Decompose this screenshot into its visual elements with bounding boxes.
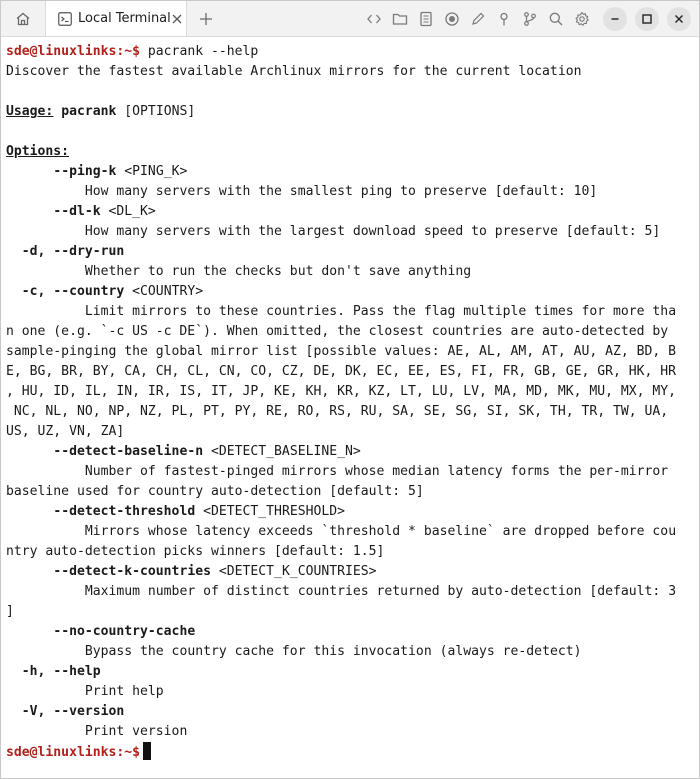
option-dry-run — [6, 242, 699, 262]
option-flag: --dl-k — [53, 204, 101, 219]
pencil-icon[interactable] — [465, 6, 491, 32]
wrapped-line: E, BG, BR, BY, CA, CH, CL, CN, CO, CZ, DE, DK, EC, EE, ES, FI, FR, GB, GE, GR, HK, HR — [6, 364, 677, 379]
option-flag: --ping-k — [53, 164, 117, 179]
tab-label: Local Terminal — [78, 11, 171, 26]
document-icon[interactable] — [413, 6, 439, 32]
prompt: sde@linuxlinks:~$ — [6, 44, 141, 59]
option-description — [6, 262, 699, 282]
gear-icon[interactable] — [569, 6, 595, 32]
command-line — [6, 42, 699, 62]
record-icon[interactable] — [439, 6, 465, 32]
option-flag: -d, --dry-run — [21, 244, 125, 259]
wrapped-line: baseline used for country auto-detection [default: 5] — [6, 484, 424, 499]
option-flag: --no-country-cache — [53, 624, 196, 639]
toolbar — [361, 1, 699, 36]
option-dl-k — [6, 202, 699, 222]
option-version — [6, 702, 699, 722]
minimize-button[interactable] — [603, 7, 627, 31]
usage-args: [OPTIONS] — [124, 104, 196, 119]
option-description-text: Print version — [84, 724, 188, 739]
text-cursor — [143, 742, 151, 760]
option-description-text: How many servers with the smallest ping to preserve [default: 10] — [84, 184, 598, 199]
usage-label: Usage: — [6, 104, 54, 119]
title-bar — [1, 1, 699, 37]
close-icon[interactable] — [171, 11, 183, 27]
command: pacrank --help — [147, 44, 259, 59]
option-help — [6, 662, 699, 682]
option-arg: <DETECT_BASELINE_N> — [210, 444, 361, 459]
option-country — [6, 282, 699, 302]
wrapped-line: n one (e.g. `-c US -c DE`). When omitted, the closest countries are auto-detected by — [6, 324, 669, 339]
option-description-text: Limit mirrors to these countries. Pass the flag multiple times for more tha — [84, 304, 677, 319]
maximize-icon — [642, 14, 652, 24]
option-description — [6, 642, 699, 662]
option-description-text: Bypass the country cache for this invocation (always re-detect) — [84, 644, 582, 659]
close-window-button[interactable] — [667, 7, 691, 31]
option-flag: --detect-threshold — [53, 504, 196, 519]
option-arg: <PING_K> — [124, 164, 188, 179]
options-label: Options: — [6, 144, 70, 159]
option-description-text: Print help — [84, 684, 164, 699]
home-icon — [15, 11, 31, 27]
option-description — [6, 302, 699, 322]
window-close-icon — [674, 14, 684, 24]
tab-local-terminal[interactable] — [45, 1, 187, 36]
option-arg: <DL_K> — [108, 204, 156, 219]
option-description — [6, 682, 699, 702]
usage-command: pacrank — [61, 104, 117, 119]
branch-icon[interactable] — [517, 6, 543, 32]
option-description-text: How many servers with the largest download speed to preserve [default: 5] — [84, 224, 661, 239]
option-flag: -V, --version — [21, 704, 125, 719]
option-flag: -c, --country — [21, 284, 125, 299]
option-description-text: Maximum number of distinct countries returned by auto-detection [default: 3 — [84, 584, 677, 599]
usage-line — [6, 102, 699, 122]
wrapped-line: ] — [6, 604, 14, 619]
option-detect-threshold — [6, 502, 699, 522]
option-arg: <COUNTRY> — [132, 284, 204, 299]
option-description-text: Whether to run the checks but don't save anything — [84, 264, 472, 279]
option-description — [6, 182, 699, 202]
option-no-country-cache — [6, 622, 699, 642]
option-description — [6, 522, 699, 542]
option-detect-baseline-n — [6, 442, 699, 462]
option-description — [6, 462, 699, 482]
minimize-icon — [610, 14, 620, 24]
option-flag: --detect-k-countries — [53, 564, 211, 579]
prompt: sde@linuxlinks:~$ — [6, 745, 141, 760]
maximize-button[interactable] — [635, 7, 659, 31]
option-flag: --detect-baseline-n — [53, 444, 204, 459]
terminal-output[interactable] — [1, 37, 699, 762]
pin-icon[interactable] — [491, 6, 517, 32]
option-detect-k-countries — [6, 562, 699, 582]
active-prompt-line[interactable] — [6, 742, 699, 762]
wrapped-line: sample-pinging the global mirror list [possible values: AE, AL, AM, AT, AU, AZ, BD, B — [6, 344, 677, 359]
wrapped-line: , HU, ID, IL, IN, IR, IS, IT, JP, KE, KH, KR, KZ, LT, LU, LV, MA, MD, MK, MU, MX, MY, — [6, 384, 677, 399]
wrapped-line: US, UZ, VN, ZA] — [6, 424, 125, 439]
option-arg: <DETECT_THRESHOLD> — [203, 504, 346, 519]
description-line: Discover the fastest available Archlinux mirrors for the current location — [6, 64, 582, 79]
code-icon[interactable] — [361, 6, 387, 32]
options-line — [6, 142, 699, 162]
wrapped-line: ntry auto-detection picks winners [default: 1.5] — [6, 544, 385, 559]
blank-line — [6, 122, 699, 142]
terminal-icon — [58, 11, 72, 27]
blank-line — [6, 82, 699, 102]
home-button[interactable] — [1, 1, 45, 36]
search-icon[interactable] — [543, 6, 569, 32]
option-description — [6, 582, 699, 602]
option-description — [6, 222, 699, 242]
folder-icon[interactable] — [387, 6, 413, 32]
option-arg: <DETECT_K_COUNTRIES> — [218, 564, 377, 579]
option-description-text: Number of fastest-pinged mirrors whose median latency forms the per-mirror — [84, 464, 669, 479]
plus-icon — [199, 12, 213, 26]
option-ping-k — [6, 162, 699, 182]
new-tab-button[interactable] — [191, 1, 221, 36]
wrapped-line: NC, NL, NO, NP, NZ, PL, PT, PY, RE, RO, RS, RU, SA, SE, SG, SI, SK, TH, TR, TW, UA, — [6, 404, 669, 419]
option-description-text: Mirrors whose latency exceeds `threshold * baseline` are dropped before cou — [84, 524, 677, 539]
option-description — [6, 722, 699, 742]
option-flag: -h, --help — [21, 664, 101, 679]
